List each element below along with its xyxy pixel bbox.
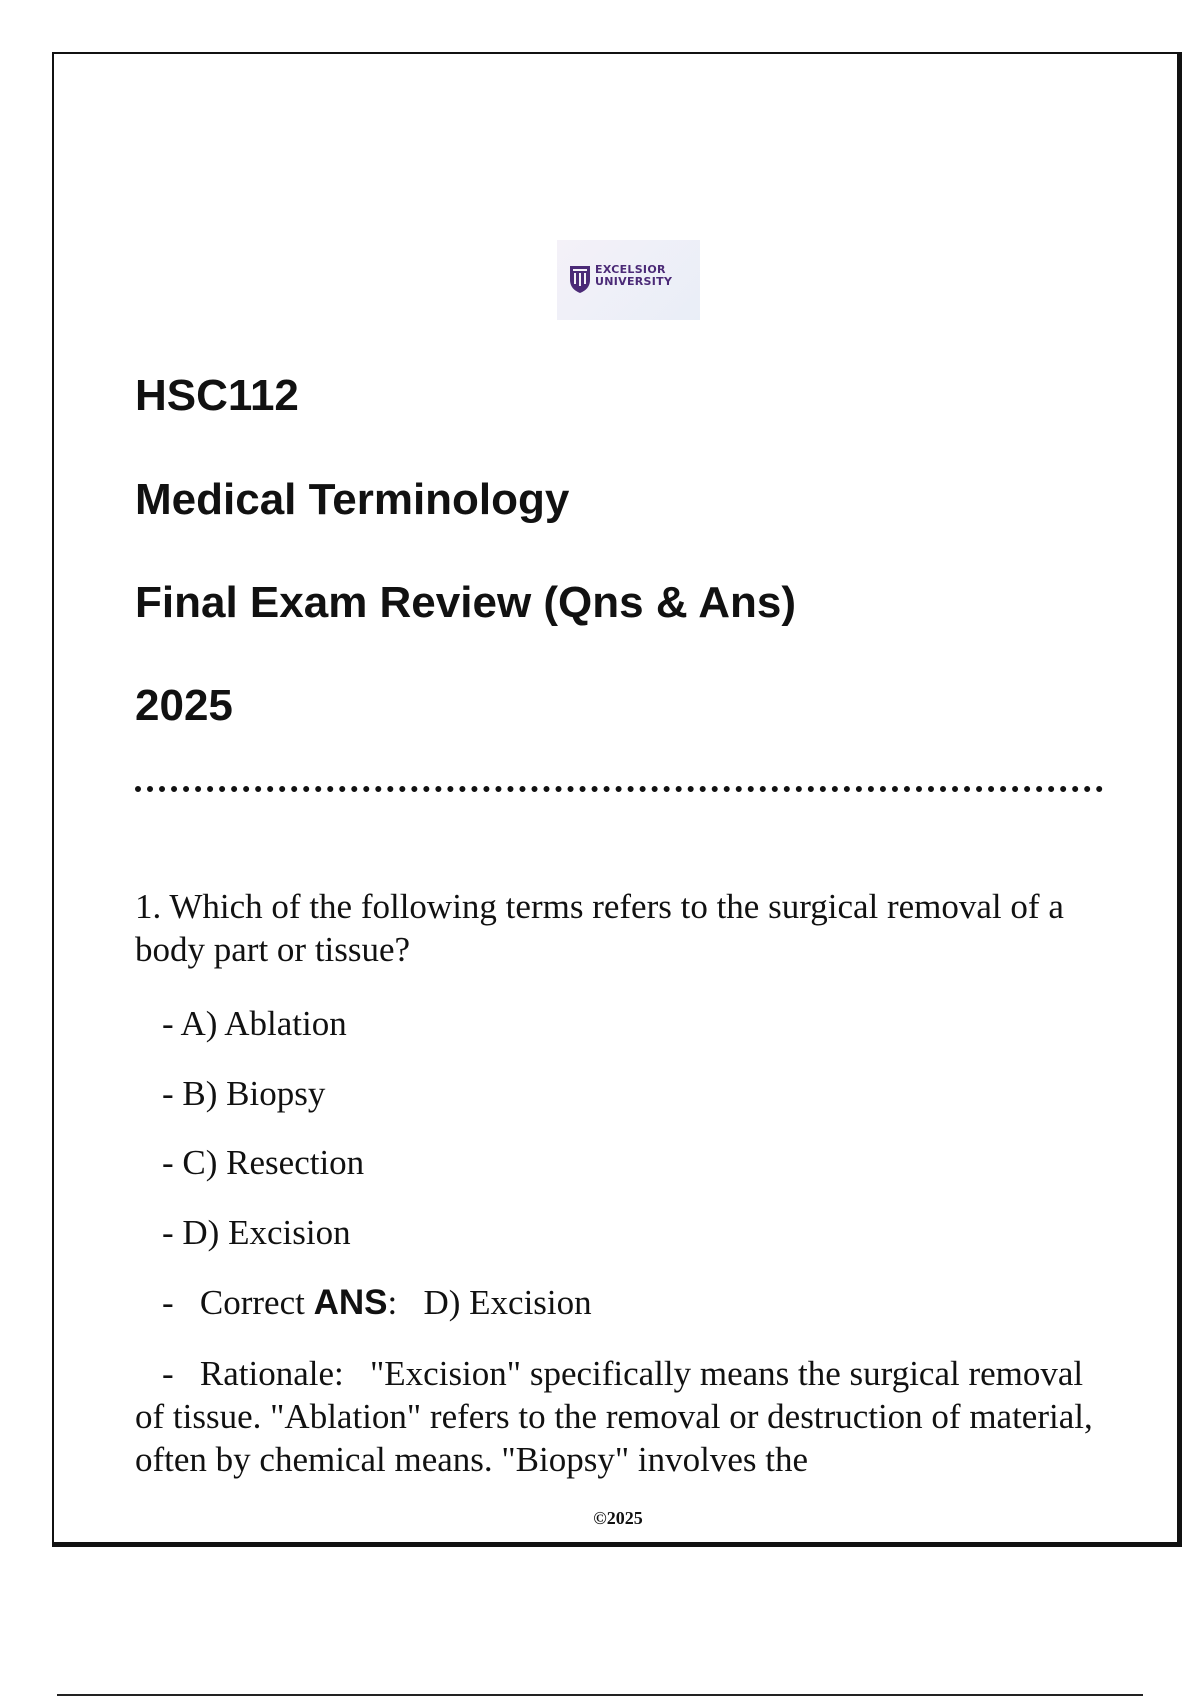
copyright-footer: ©2025 [593,1508,643,1528]
logo-line-1: EXCELSIOR [595,263,666,276]
document-title: Final Exam Review (Qns & Ans) [135,578,796,627]
university-logo [557,240,700,320]
answer-value: : D) Excision [387,1283,592,1322]
rationale-text: "Excision" specifically means the surgical removal of tissue. "Ablation" refers to the removal or destruction of material, often by chemical means. "Biopsy" involves the [135,1354,1093,1479]
correct-answer [162,1283,592,1323]
rationale [135,1352,1110,1481]
dotted-divider [135,786,1103,792]
bottom-rule [57,1694,1143,1696]
course-code: HSC112 [135,371,299,420]
answer-keyword: ANS [313,1283,388,1322]
document-year: 2025 [135,681,233,730]
logo-wordmark [595,264,672,288]
option-c: - C) Resection [162,1143,365,1182]
option-d: - D) Excision [162,1213,351,1252]
course-title: Medical Terminology [135,475,570,524]
option-b: - B) Biopsy [162,1074,326,1113]
option-a: - A) Ablation [162,1004,347,1043]
rationale-label: - Rationale: [162,1354,371,1393]
answer-prefix: - Correct [162,1283,314,1322]
shield-icon [569,264,591,294]
question-text: 1. Which of the following terms refers to the surgical removal of a body part or tissue? [135,887,1064,969]
logo-line-2: UNIVERSITY [595,275,673,288]
